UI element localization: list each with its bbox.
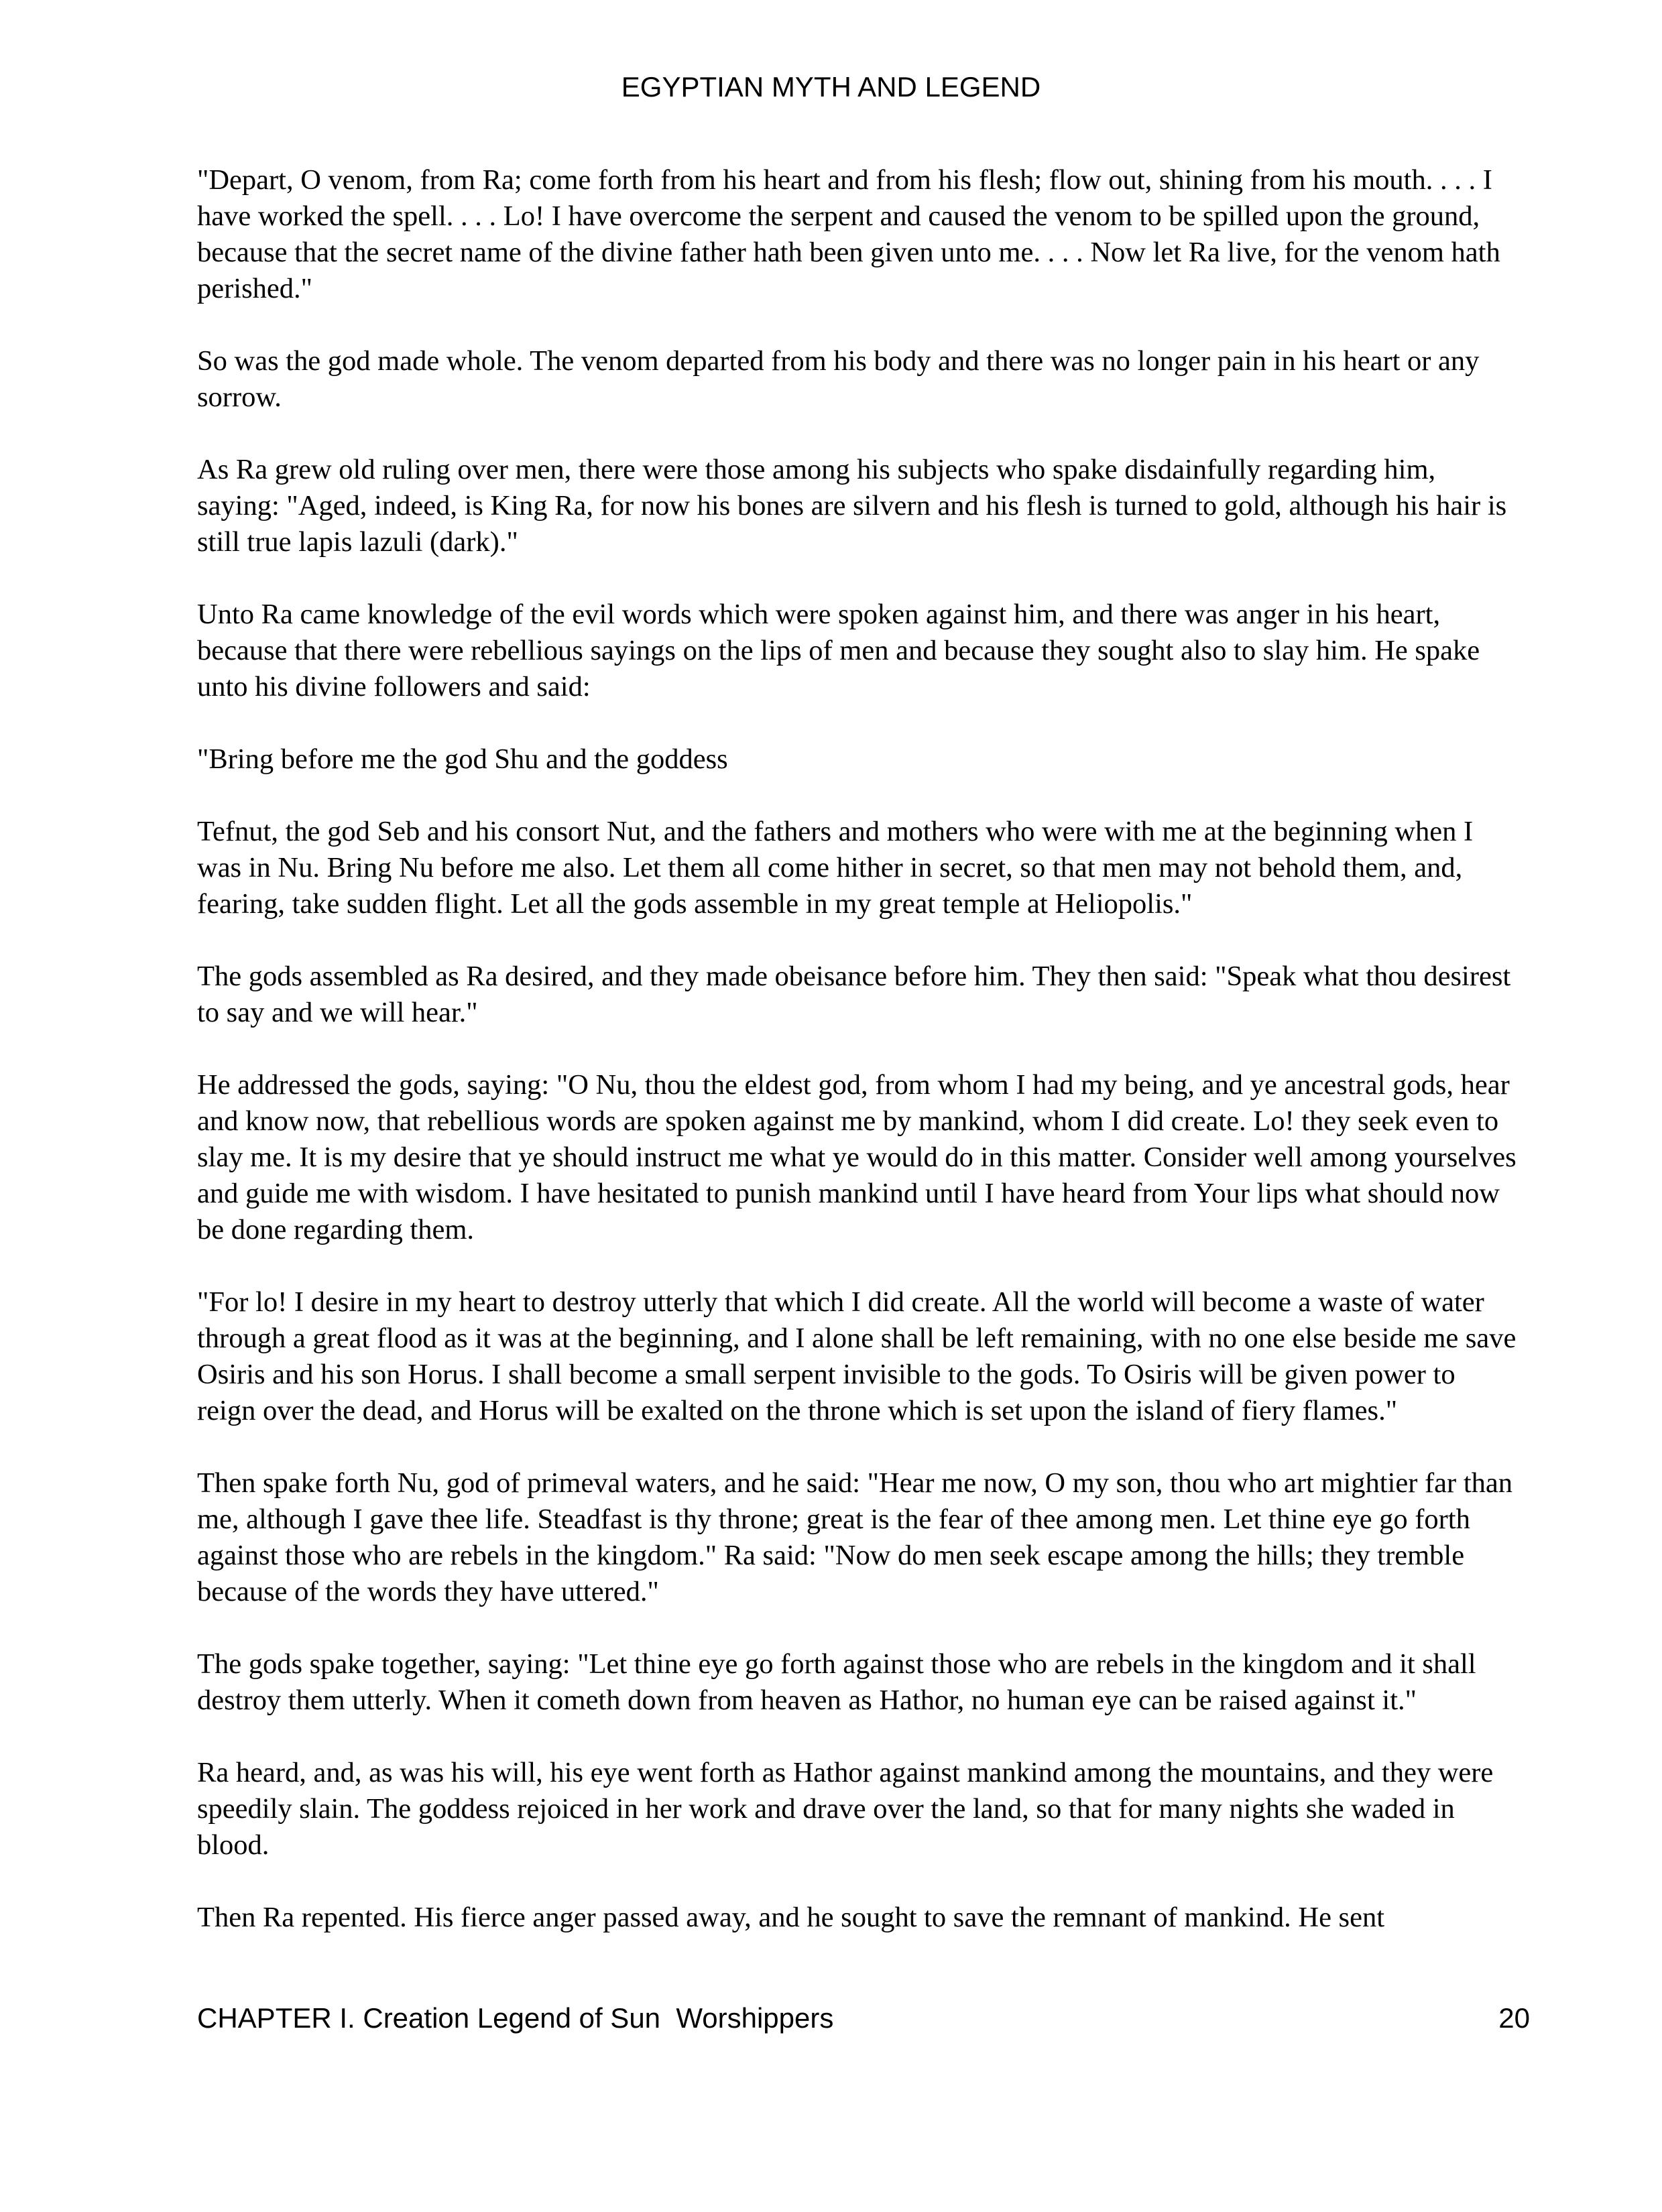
paragraph: "Depart, O venom, from Ra; come forth from his heart and from his flesh; flow out, shining from his mouth. . . . I have worked the spell. . . . Lo! I have overcome the serpent and caused the venom to be spilled upon the ground, because that the secret name of the divine father hath been given unto me. . . . Now let Ra live, for the venom hath perished." <box>197 164 1500 304</box>
paragraph: The gods spake together, saying: "Let thine eye go forth against those who are rebels in the kingdom and it shall destroy them utterly. When it cometh down from heaven as Hathor, no human eye can be raised against it." <box>197 1648 1476 1716</box>
chapter-title: CHAPTER I. Creation Legend of Sun Worshippers <box>197 2002 834 2034</box>
paragraph: He addressed the gods, saying: "O Nu, thou the eldest god, from whom I had my being, and ye ancestral gods, hear and know now, that rebellious words are spoken against me by mankind, whom I did create. Lo! they seek even to slay me. It is my desire that ye should instruct me what ye would do in this matter. Consider well among yourselves and guide me with wisdom. I have hesitated to punish mankind until I have heard from Your lips what should now be done regarding them. <box>197 1069 1517 1245</box>
paragraph: Then spake forth Nu, god of primeval waters, and he said: "Hear me now, O my son, thou who art mightier far than me, although I gave thee life. Steadfast is thy throne; great is the fear of thee among men. Let thine eye go forth against those who are rebels in the kingdom." Ra said: "Now do men seek escape among the hills; they tremble because of the words they have uttered." <box>197 1467 1512 1607</box>
paragraph: Ra heard, and, as was his will, his eye went forth as Hathor against mankind among the mountains, and they were speedily slain. The goddess rejoiced in her work and drave over the land, so that for many nights she waded in blood. <box>197 1757 1494 1861</box>
paragraph: "Bring before me the god Shu and the goddess <box>197 743 728 775</box>
body-text <box>197 162 1517 1972</box>
page-number: 20 <box>1498 2002 1530 2034</box>
paragraph: "For lo! I desire in my heart to destroy utterly that which I did create. All the world will become a waste of water through a great flood as it was at the beginning, and I alone shall be left remaining, with no one else beside me save Osiris and his son Horus. I shall become a small serpent invisible to the gods. To Osiris will be given power to reign over the dead, and Horus will be exalted on the throne which is set upon the island of fiery flames." <box>197 1286 1517 1426</box>
paragraph: As Ra grew old ruling over men, there were those among his subjects who spake disdainfully regarding him, saying: "Aged, indeed, is King Ra, for now his bones are silvern and his flesh is turned to gold, although his hair is still true lapis lazuli (dark)." <box>197 454 1507 558</box>
running-header: EGYPTIAN MYTH AND LEGEND <box>621 71 1041 103</box>
paragraph: Then Ra repented. His fierce anger passed away, and he sought to save the remnant of mankind. He sent <box>197 1902 1385 1933</box>
paragraph: The gods assembled as Ra desired, and they made obeisance before him. They then said: "Speak what thou desirest to say and we will hear." <box>197 961 1511 1028</box>
paragraph: So was the god made whole. The venom departed from his body and there was no longer pain in his heart or any sorrow. <box>197 345 1480 413</box>
paragraph: Tefnut, the god Seb and his consort Nut, and the fathers and mothers who were with me at the beginning when I was in Nu. Bring Nu before me also. Let them all come hither in secret, so that men may not behold them, and, fearing, take sudden flight. Let all the gods assemble in my great temple at Heliopolis." <box>197 816 1474 920</box>
paragraph: Unto Ra came knowledge of the evil words which were spoken against him, and there was anger in his heart, because that there were rebellious sayings on the lips of men and because they sought also to slay him. He spake unto his divine followers and said: <box>197 599 1480 702</box>
